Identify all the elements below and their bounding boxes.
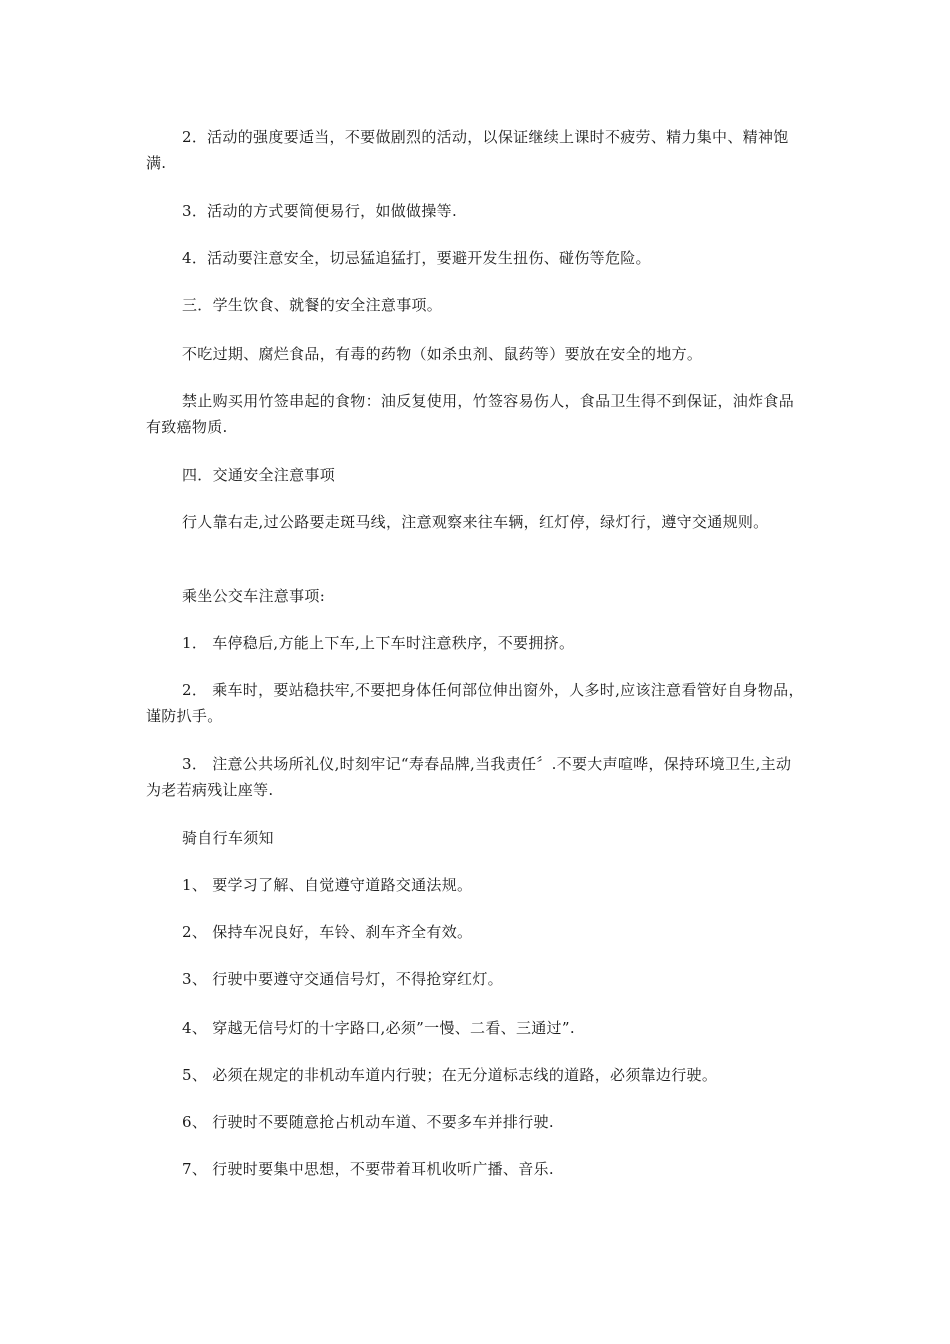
list-item: 5、 必须在规定的非机动车道内行驶；在无分道标志线的道路，必须靠边行驶。	[182, 1066, 718, 1084]
list-item: 7、 行驶时要集中思想，不要带着耳机收听广播、音乐.	[182, 1160, 554, 1178]
list-item: 6、 行驶时不要随意抢占机动车道、不要多车并排行驶.	[182, 1113, 554, 1131]
list-item: 1、 要学习了解、自觉遵守道路交通法规。	[182, 876, 473, 894]
subheading: 骑自行车须知	[182, 829, 274, 847]
paragraph: 2．活动的强度要适当，不要做剧烈的活动，以保证继续上课时不疲劳、精力集中、精神饱满.	[146, 128, 789, 172]
list-item: 3、 行驶中要遵守交通信号灯，不得抢穿红灯。	[182, 970, 503, 988]
section-heading: 四．交通安全注意事项	[182, 466, 336, 484]
paragraph: 禁止购买用竹签串起的食物：油反复使用，竹签容易伤人，食品卫生得不到保证，油炸食品有致癌物质.	[146, 392, 795, 436]
subheading: 乘坐公交车注意事项:	[182, 587, 326, 605]
paragraph: 行人靠右走,过公路要走斑马线，注意观察来往车辆，红灯停，绿灯行，遵守交通规则。	[182, 513, 769, 531]
section-heading: 三．学生饮食、就餐的安全注意事项。	[182, 296, 443, 314]
list-item: 3． 注意公共场所礼仪,时刻牢记“寿春品牌,当我责任〞.不要大声喧哗，保持环境卫生,主动为老若病残让座等.	[146, 755, 792, 799]
list-item: 1． 车停稳后,方能上下车,上下车时注意秩序，不要拥挤。	[182, 634, 575, 652]
paragraph: 3．活动的方式要简便易行，如做做操等.	[182, 202, 458, 220]
paragraph: 不吃过期、腐烂食品，有毒的药物（如杀虫剂、鼠药等）要放在安全的地方。	[182, 345, 703, 363]
paragraph: 4．活动要注意安全，切忌猛追猛打，要避开发生扭伤、碰伤等危险。	[182, 249, 651, 267]
list-item: 2． 乘车时，要站稳扶牢,不要把身体任何部位伸出窗外，人多时,应该注意看管好自身物品，谨防扒手。	[146, 681, 804, 725]
list-item: 4、 穿越无信号灯的十字路口,必须”一慢、二看、三通过”.	[182, 1019, 575, 1037]
list-item: 2、 保持车况良好，车铃、刹车齐全有效。	[182, 923, 473, 941]
